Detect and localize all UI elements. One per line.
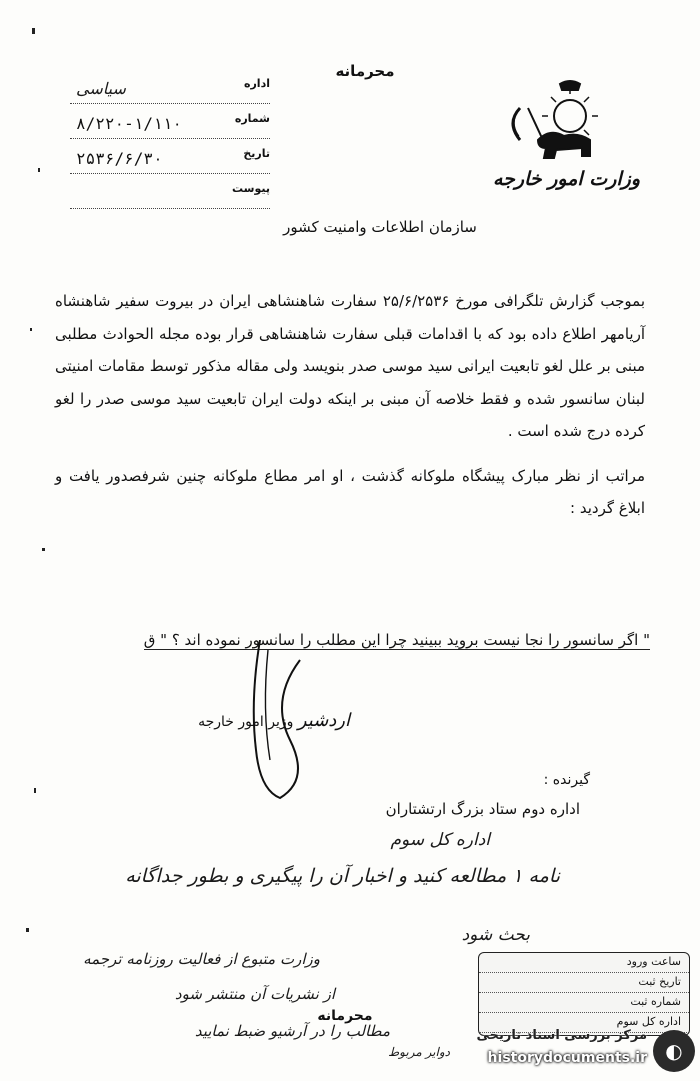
archive-logo-icon: ◐ [653,1030,695,1072]
handwritten-note-6: مطالب را در آرشیو ضبط نمایید [194,1022,390,1040]
handwritten-note-2: نامه ۱ مطالعه کنید و اخبار آن را پیگیری و بطور جداگانه [125,865,560,887]
document-meta [70,75,270,215]
cc-item-1: اداره دوم ستاد بزرگ ارتشتاران [385,800,580,818]
watermark-text: مرکز بررسی اسناد تاریخی [476,1028,647,1043]
cc-label: گیرنده : [543,772,590,788]
ministry-name: وزارت امور خارجه [492,168,640,190]
margin-speckles [12,28,52,1068]
lion-and-sun-emblem [498,78,608,173]
stamp-line-4: اداره کل سوم [479,1013,689,1033]
handwritten-note-1: اداره کل سوم [390,830,490,850]
signature-mark: اردشیر [297,710,350,731]
classification-label: محرمانه [335,62,395,80]
meta-attachment-row [70,180,270,209]
meta-number-label: شماره [234,112,270,125]
handwritten-note-3: بحث شود [461,925,530,945]
meta-department-label: اداره [243,77,270,90]
quote-text: " اگر سانسور را نجا نیست بروید ببینید چرا این مطلب را سانسور نموده اند ؟ " ق [143,631,650,649]
stamp-line-3: شماره ثبت [479,993,689,1013]
bottom-classification-stamp: محرمانه [317,1008,373,1024]
meta-date-row [70,145,270,174]
recipient-line: سازمان اطلاعات وامنیت کشور [283,218,477,236]
meta-date-value: ۲۵۳۶/۶/۳۰ [76,149,163,168]
royal-quote [60,622,650,658]
emblem-icon [498,78,608,173]
meta-number-value: ۸/۲۲۰-۱/۱۱۰ [76,114,182,133]
handwritten-note-4: وزارت متبوع از فعالیت روزنامه ترجمه [83,950,320,968]
meta-department-row [70,75,270,104]
registration-stamp [478,952,690,1036]
letter-body [55,285,645,525]
signature-title: وزیر امور خارجه [198,714,294,730]
body-paragraph-2: مراتب از نظر مبارک پیشگاه ملوکانه گذشت ، او امر مطاع ملوکانه چنین شرفصدور یافت و ابلاغ گردید : [55,466,645,517]
meta-department-value: سیاسی [76,79,126,98]
body-paragraph-1: بموجب گزارش تلگرافی مورخ ۲۵/۶/۲۵۳۶ سفارت شاهنشاهی ایران در بیروت سفیر شاهنشاه آریامهر اطلاع داده بود که با اقدامات قبلی سفارت شاهنشاهی قرار بوده مجله الحوادث مطلبی مبنی بر علل لغو تابعیت ایرانی سید موسی صدر بنویسد ولی مقاله مذکور توسط مقامات امنیتی لبنان سانسور شده و فقط خلاصه آن مبنی بر اینکه دولت ایران تابعیت سید موسی صدر را لغو کرده درج شده است . [55,292,645,440]
handwritten-note-5: از نشریات آن منتشر شود [174,985,335,1003]
meta-date-label: تاریخ [243,147,270,160]
meta-number-row [70,110,270,139]
meta-attachment-label: پیوست [232,182,270,195]
stamp-line-1: ساعت ورود [479,953,689,973]
watermark [425,1028,695,1076]
watermark-url[interactable]: historydocuments.ir [487,1050,647,1066]
handwritten-note-7: دوایر مربوط [388,1045,450,1059]
stamp-line-2: تاریخ ثبت [479,973,689,993]
signature-block [180,710,350,731]
